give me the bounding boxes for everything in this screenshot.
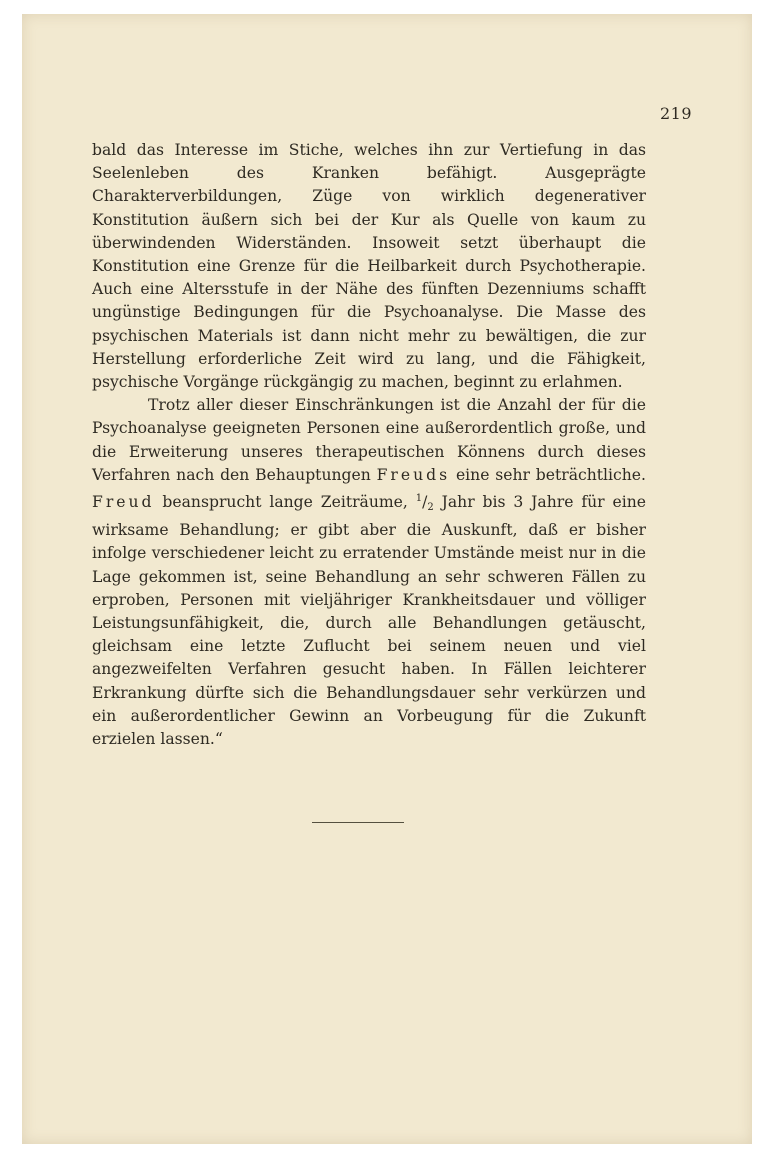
fraction-half: $^1/_2$	[415, 493, 434, 514]
paragraph-2	[92, 394, 646, 751]
body-text	[92, 139, 646, 751]
paragraph-1: bald das Interesse im Stiche, welches ihn zur Vertiefung in das Seelenleben des Kranken befähigt. Ausgeprägte Charakterverbildungen, Züge von wirklich degenerativer Konstitution äußern sich bei der Kur als Quelle von kaum zu überwindenden Widerständen. Insoweit setzt überhaupt die Konstitution eine Grenze für die Heilbarkeit durch Psychotherapie. Auch eine Altersstufe in der Nähe des fünften Dezenniums schafft ungünstige Bedingungen für die Psychoanalyse. Die Masse des psychischen Materials ist dann nicht mehr zu bewältigen, die zur Herstellung erforderliche Zeit wird zu lang, und die Fähigkeit, psychische Vorgänge rückgängig zu machen, beginnt zu erlahmen.	[92, 141, 646, 392]
name-freud: Freud	[92, 493, 155, 512]
paragraph-2-part-3: beansprucht lange Zeiträume,	[162, 493, 408, 512]
name-freuds: Freuds	[376, 465, 451, 484]
show-through-shadow	[322, 794, 672, 934]
paragraph-2-part-2: eine sehr beträchtliche.	[455, 465, 646, 484]
page-number: 219	[659, 104, 692, 123]
fraction-numerator: 1	[415, 493, 423, 505]
book-page	[22, 14, 752, 1144]
paragraph-2-part-4: Jahr bis 3 Jahre für eine wirksame Behandlung; er gibt aber die Auskunft, daß er bisher infolge verschiedener leicht zu erratender Umstände meist nur in die Lage gekommen ist, seine Behandlung an sehr schweren Fällen zu erproben, Personen mit vieljähriger Krankheitsdauer und völliger Leistungsunfähigkeit, die, durch alle Behandlungen getäuscht, gleichsam eine letzte Zuflucht bei seinem neuen und viel angezweifelten Verfahren gesucht haben. In Fällen leichterer Erkrankung dürfte sich die Behandlungsdauer sehr verkürzen und ein außerordentlicher Gewinn an Vorbeugung für die Zukunft erzielen lassen.“	[92, 493, 646, 749]
paragraph-2-part-1: Trotz aller dieser Einschränkungen ist die Anzahl der für die Psychoanalyse geeigneten Personen eine außerordentlich große, und die Erweiterung unseres therapeutischen Könnens durch dieses Verfahren nach den Behauptungen	[92, 396, 646, 484]
section-divider	[312, 822, 404, 823]
fraction-denominator: 2	[427, 502, 434, 514]
